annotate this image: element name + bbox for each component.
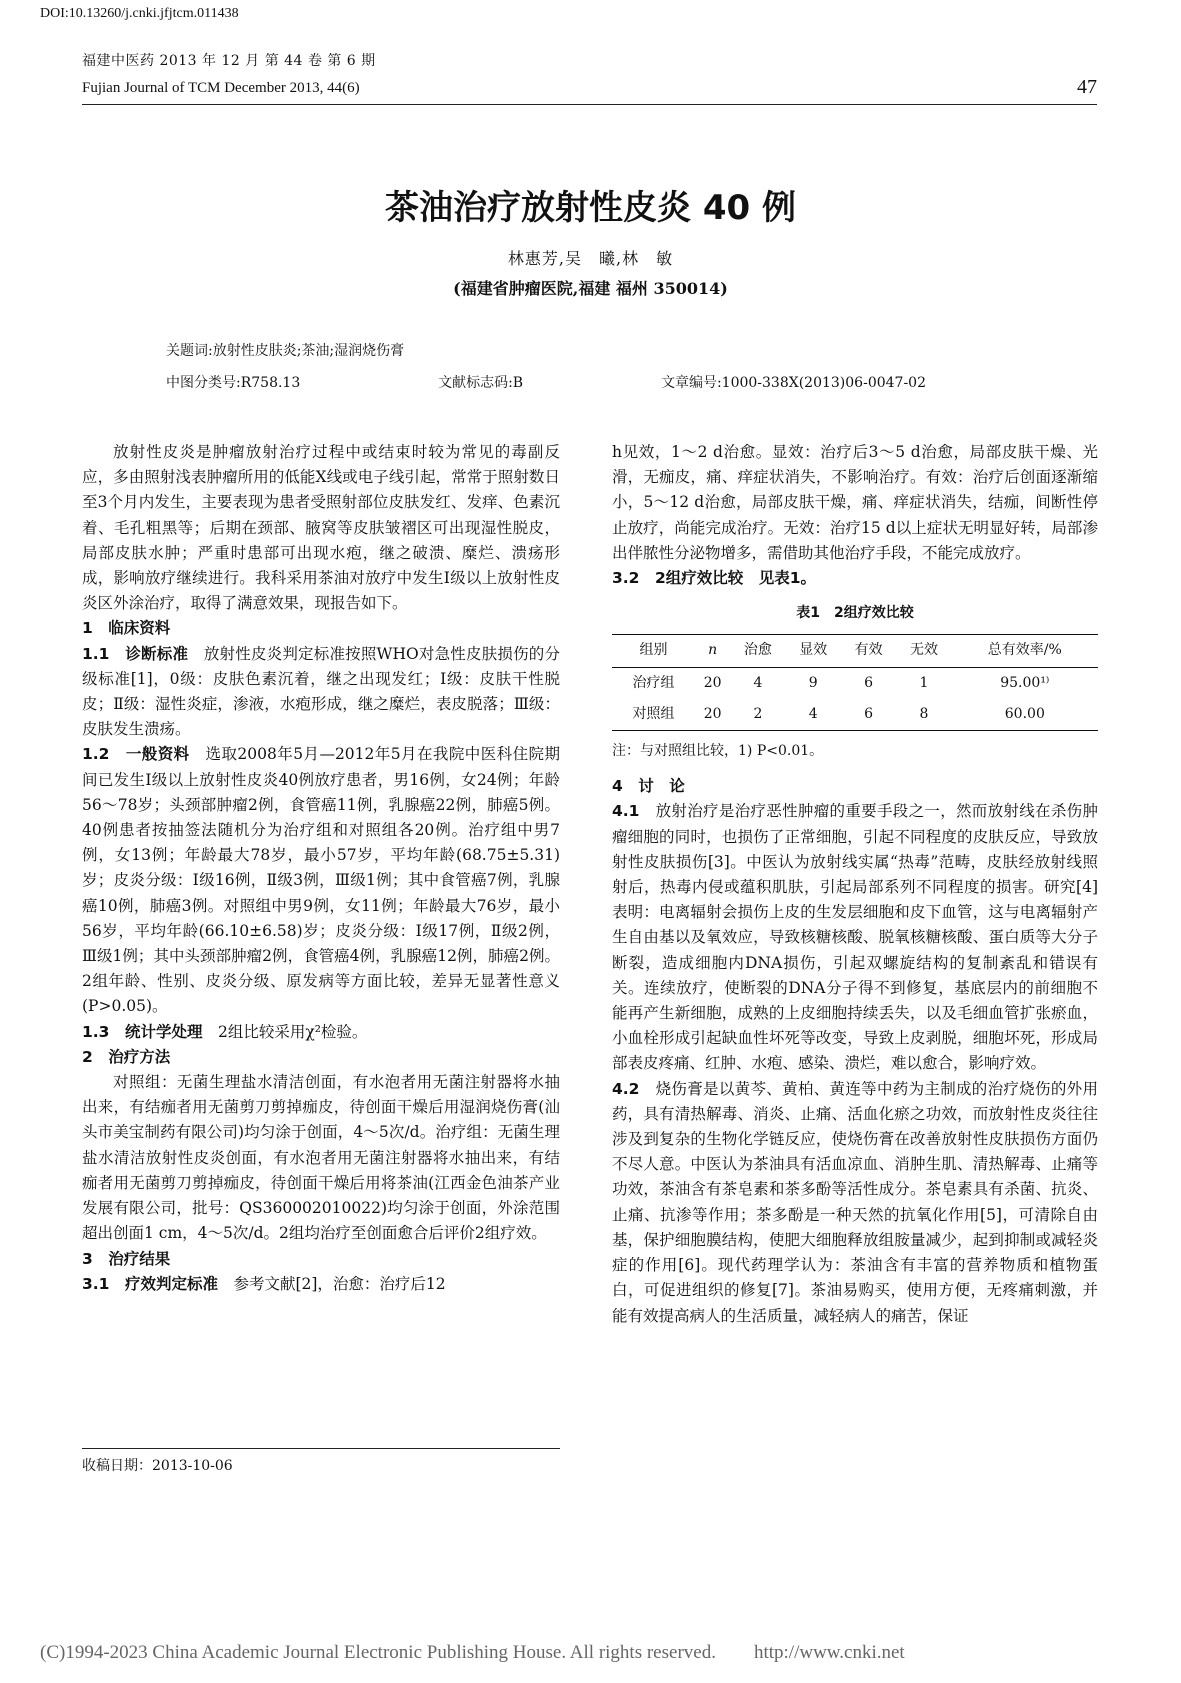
- left-column: [82, 440, 560, 1297]
- table-cell: 20: [703, 705, 722, 722]
- right-column: [612, 440, 1098, 1329]
- clc-number: 中图分类号:R758.13: [166, 375, 301, 391]
- section-heading-4: 4 讨 论: [612, 777, 685, 796]
- article-title: 茶油治疗放射性皮炎 40 例: [385, 188, 796, 228]
- article-authors: 林惠芳,吴 曦,林 敏: [507, 249, 674, 268]
- table-cell: 95.00¹⁾: [1000, 674, 1050, 691]
- doi-line: DOI:10.13260/j.cnki.jfjtcm.011438: [40, 6, 239, 21]
- section-heading-2: 2 治疗方法: [82, 1047, 171, 1066]
- method-paragraph: 对照组：无菌生理盐水清洁创面，有水泡者用无菌注射器将水抽出来，有结痂者用无菌剪刀剪掉痂皮，待创面干燥后用湿润烧伤膏(汕头市美宝制药有限公司)均匀涂于创面，4～5次/d。治疗组：无菌生理盐水清洁放射性皮炎创面，有水泡者用无菌注射器将水抽出来，有结痂者用无菌剪刀剪掉痂皮，待创面干燥后用将茶油(江西金色油茶产业发展有限公司，批号：QS360002010022)均匀涂于创面，外涂范围超出创面1 cm，4～5次/d。2组均治疗至创面愈合后评价2组疗效。: [82, 1073, 560, 1243]
- subsection-heading: 1.3 统计学处理: [82, 1022, 203, 1041]
- table-header-cell: 显效: [799, 642, 828, 659]
- subsection-3-2: 3.2 2组疗效比较 见表1。: [612, 569, 817, 588]
- subsection-heading: 4.1: [612, 802, 640, 821]
- subsection-heading: 1.2 一般资料: [82, 745, 190, 764]
- table-header-cell: 组别: [639, 642, 668, 659]
- subsection-1-3: [82, 1020, 560, 1045]
- subsection-heading: 1.1 诊断标准: [82, 644, 189, 663]
- classification-line: [166, 372, 926, 392]
- table-header-cell: 总有效率/%: [987, 642, 1062, 659]
- article-number: 文章编号:1000-338X(2013)06-0047-02: [660, 375, 926, 391]
- section-heading-3: 3 治疗结果: [82, 1249, 171, 1268]
- criteria-continuation: h见效，1～2 d治愈。显效：治疗后3～5 d治愈，局部皮肤干燥、光滑，无痂皮，痛、痒症状消失，不影响治疗。有效：治疗后创面逐渐缩小，5～12 d治愈，局部皮肤干燥，痛、痒症状消失，结痂，间断性停止放疗，尚能完成治疗。无效：治疗15 d以上症状无明显好转，局部渗出伴脓性分泌物增多，需借助其他治疗手段，不能完成放疗。: [612, 443, 1098, 562]
- journal-header-cn: 福建中医药 2013 年 12 月 第 44 卷 第 6 期: [82, 53, 376, 69]
- table-cell: 对照组: [632, 705, 675, 722]
- header-rule: [82, 104, 1097, 105]
- section-heading-1: 1 临床资料: [82, 619, 171, 638]
- subsection-1-2: [82, 742, 560, 1019]
- subsection-text: 放射性皮炎判定标准按照WHO对急性皮肤损伤的分级标准[1]，0级：皮肤色素沉着，继之出现发红；Ⅰ级：皮肤干性脱皮；Ⅱ级：湿性炎症，渗液，水疱形成，继之糜烂，表皮脱落；Ⅲ级：皮肤发生溃疡。: [82, 644, 560, 739]
- subsection-text: 2组比较采用χ²检验。: [202, 1022, 368, 1041]
- subsection-text: 参考文献[2]，治愈：治疗后12: [217, 1274, 446, 1293]
- table-header-cell: 有效: [854, 642, 883, 659]
- document-code: 文献标志码:B: [438, 375, 524, 391]
- subsection-3-1: [82, 1272, 560, 1297]
- subsection-4-1: [612, 799, 1098, 1076]
- subsection-text: 放射治疗是治疗恶性肿瘤的重要手段之一，然而放射线在杀伤肿瘤细胞的同时，也损伤了正常细胞，引起不同程度的皮肤反应，导致放射性皮肤损伤[3]。中医认为放射线实属“热毒”范畴，皮肤经放射线照射后，热毒内侵或蕴积肌肤，引起局部系列不同程度的损害。研究[4]表明：电离辐射会损伤上皮的生发层细胞和皮下血管，这与电离辐射产生自由基以及氧效应，导致核糖核酸、脱氧核糖核酸、蛋白质等大分子断裂，造成细胞内DNA损伤，引起双螺旋结构的复制紊乱和错误有关。连续放疗，使断裂的DNA分子得不到修复，基底层内的前细胞不能再产生新细胞，成熟的上皮细胞持续丢失，以及毛细血管扩张瘀血，小血栓形成引起缺血性坏死等改变，导致上皮剥脱，细胞坏死，形成局部表皮疼痛、红肿、水疱、感染、溃烂，难以愈合，影响疗效。: [612, 802, 1098, 1073]
- table-cell: 治疗组: [632, 674, 675, 691]
- table-header-cell: 无效: [909, 642, 938, 659]
- table-header-cell: 治愈: [743, 642, 772, 659]
- table-cell: 4: [808, 705, 818, 722]
- received-date: 收稿日期：2013-10-06: [82, 1448, 560, 1475]
- table-cell: 2: [753, 705, 763, 722]
- subsection-text: 选取2008年5月—2012年5月在我院中医科住院期间已发生Ⅰ级以上放射性皮炎40例放疗患者，男16例，女24例；年龄56～78岁；头颈部肿瘤2例，食管癌11例，乳腺癌22例，肺癌5例。40例患者按抽签法随机分为治疗组和对照组各20例。治疗组中男7例，女13例；年龄最大78岁，最小57岁，平均年龄(68.75±5.31)岁；皮炎分级：Ⅰ级16例，Ⅱ级3例，Ⅲ级1例；其中食管癌7例，乳腺癌10例，肺癌3例。对照组中男9例，女11例；年龄最大76岁，最小56岁，平均年龄(66.10±6.58)岁；皮炎分级：Ⅰ级17例，Ⅱ级2例，Ⅲ级1例；其中头颈部肿瘤2例，食管癌4例，乳腺癌12例，肺癌2例。2组年龄、性别、皮炎分级、原发病等方面比较，差异无显著性意义(P>0.05)。: [82, 745, 560, 1016]
- table-cell: 6: [864, 705, 874, 722]
- table-header-row: [612, 635, 1098, 667]
- subsection-heading: 3.1 疗效判定标准: [82, 1274, 218, 1293]
- journal-header-en: Fujian Journal of TCM December 2013, 44(6): [82, 80, 360, 96]
- table-note: 注：与对照组比较，1) P<0.01。: [612, 743, 824, 760]
- table-cell: 1: [919, 674, 929, 691]
- table-row: [612, 699, 1098, 731]
- table-cell: 20: [703, 674, 722, 691]
- keywords: 关题词:放射性皮肤炎;茶油;湿润烧伤膏: [166, 343, 405, 359]
- subsection-4-2: [612, 1077, 1098, 1329]
- copyright-footer: (C)1994-2023 China Academic Journal Electronic Publishing House. All rights reserved. http://www.cnki.net: [40, 1642, 905, 1663]
- table-caption: 表1 2组疗效比较: [796, 605, 914, 622]
- table-cell: 8: [919, 705, 929, 722]
- subsection-1-1: [82, 642, 560, 743]
- intro-paragraph: 放射性皮炎是肿瘤放射治疗过程中或结束时较为常见的毒副反应，多由照射浅表肿瘤所用的低能X线或电子线引起，常常于照射数日至3个月内发生，主要表现为患者受照射部位皮肤发红、发痒、色素沉着、毛孔粗黑等；后期在颈部、腋窝等皮肤皱褶区可出现湿性脱皮，局部皮肤水肿；严重时患部可出现水疱，继之破溃、糜烂、溃疡形成，影响放疗继续进行。我科采用茶油对放疗中发生Ⅰ级以上放射性皮炎区外涂治疗，取得了满意效果，现报告如下。: [82, 443, 560, 613]
- page-number: 47: [1077, 76, 1097, 98]
- table-row: [612, 667, 1098, 699]
- table-header-cell: n: [708, 642, 718, 659]
- table-cell: 60.00: [1004, 705, 1045, 722]
- subsection-text: 烧伤膏是以黄芩、黄柏、黄连等中药为主制成的治疗烧伤的外用药，具有清热解毒、消炎、止痛、活血化瘀之功效，而放射性皮炎往往涉及到复杂的生物化学链反应，使烧伤膏在改善放射性皮肤损伤方面仍不尽人意。中医认为茶油具有活血凉血、消肿生肌、清热解毒、止痛等功效，茶油含有茶皂素和茶多酚等活性成分。茶皂素具有杀菌、抗炎、止痛、抗渗等作用；茶多酚是一种天然的抗氧化作用[5]，可清除自由基，保护细胞膜结构，使肥大细胞释放组胺量减少，起到抑制或减轻炎症的作用[6]。现代药理学认为：茶油含有丰富的营养物质和植物蛋白，可促进组织的修复[7]。茶油易购买，使用方便，无疼痛刺激，并能有效提高病人的生活质量，减轻病人的痛苦，保证: [612, 1079, 1098, 1325]
- table-cell: 4: [753, 674, 763, 691]
- subsection-heading: 4.2: [612, 1079, 640, 1098]
- results-table: [612, 634, 1098, 731]
- table-cell: 6: [864, 674, 874, 691]
- table-cell: 9: [808, 674, 818, 691]
- article-affiliation: (福建省肿瘤医院,福建 福州 350014): [453, 279, 728, 298]
